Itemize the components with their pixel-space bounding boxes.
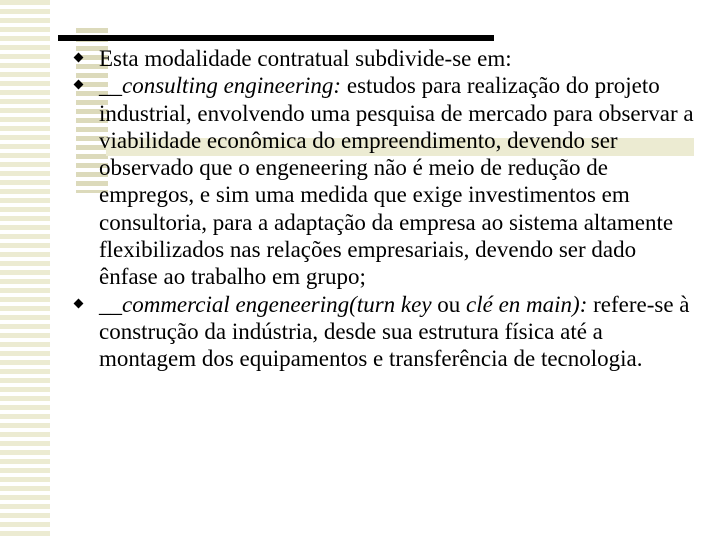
diamond-bullet-icon <box>74 80 84 90</box>
stripe-gap <box>50 0 54 540</box>
bullet-intro <box>74 45 694 72</box>
bullet-body: refere-se à construção da indústria, desde sua estrutura física até a montagem dos equipamentos e transferência de tecnologia. <box>99 291 690 372</box>
bullet-consulting-engineering <box>74 72 694 290</box>
term-cle-en-main: clé en main): <box>466 291 588 317</box>
bullet-body: estudos para realização do projeto industrial, envolvendo uma pesquisa de mercado para observar a viabilidade econômica do empreendimento, devendo ser observado que o engeneering não é meio de redução de empregos, e sim uma medida que exige investimentos em consultoria, para a adaptação da empresa ao sistema altamente flexibilizados nas relações empresariais, devendo ser dado ênfase ao trabalho em grupo; <box>99 73 694 290</box>
bullet-prefix: __ <box>99 291 122 317</box>
term-connector: ou <box>431 291 467 317</box>
bullet-prefix: __ <box>99 73 122 99</box>
slide-body <box>74 45 694 373</box>
bullet-text: Esta modalidade contratual subdivide-se em: <box>99 46 512 71</box>
diamond-bullet-icon <box>74 53 84 63</box>
term-commercial-engineering: commercial engeneering(turn key <box>122 291 432 317</box>
left-stripe-decoration <box>0 0 50 540</box>
bullet-commercial-engineering <box>74 291 694 373</box>
diamond-bullet-icon <box>74 298 84 308</box>
term-consulting-engineering: consulting engineering: <box>122 73 342 99</box>
top-rule <box>58 35 494 41</box>
